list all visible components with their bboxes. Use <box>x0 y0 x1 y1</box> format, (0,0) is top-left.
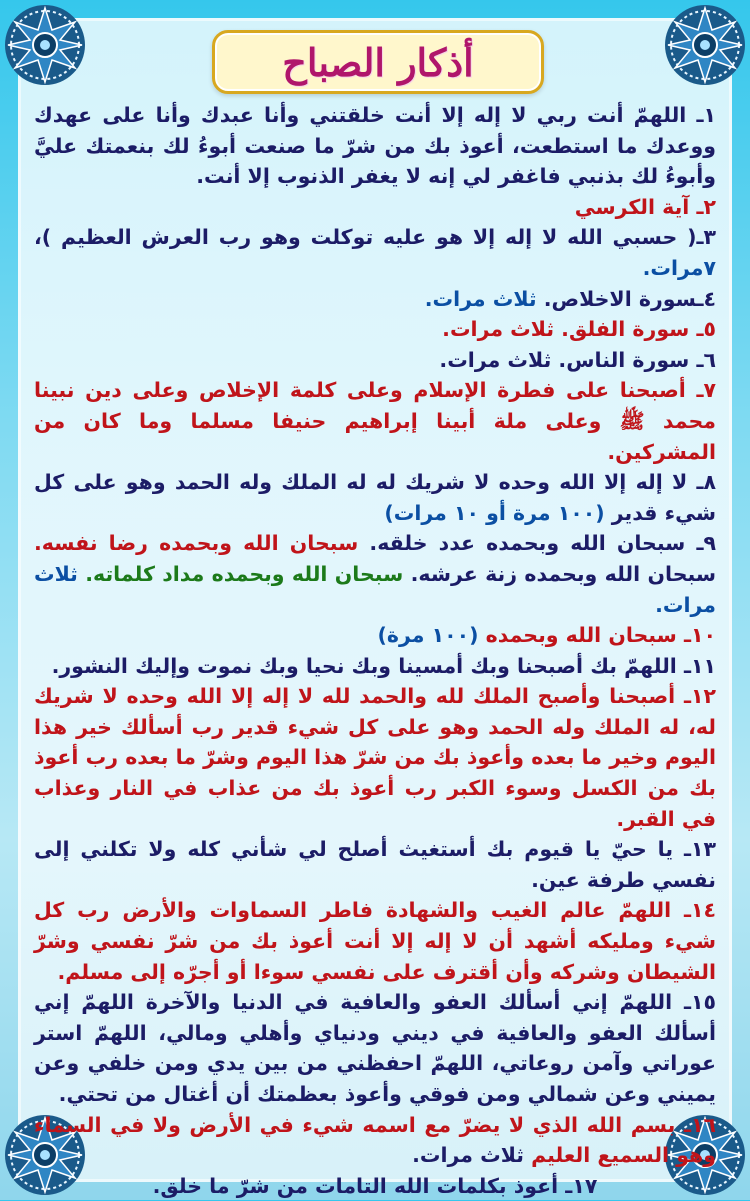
repeat-count: ثلاث مرات. <box>424 286 544 311</box>
repeat-count: ثلاث مرات. <box>34 561 716 617</box>
repeat-count: ٧مرات. <box>642 255 716 280</box>
page-title: أذكار الصباح <box>282 39 474 85</box>
dhikr-item-12: ١٢ـ أصبحنا وأصبح الملك لله والحمد لله لا إله إلا الله وحده لا شريك له، له الملك وله الحمد وهو على كل شيء قدير رب أسألك خير هذا اليوم وخير ما بعده وأعوذ بك من شرّ هذا اليوم وشرّ ما بعده رب أعوذ بك من الكسل وسوء الكبر رب أعوذ بك من عذاب في النار وعذاب في القبر. <box>34 684 716 831</box>
dhikr-item-4: ٤ـسورة الاخلاص. ثلاث مرات. <box>424 286 716 311</box>
dhikr-item-5: ٥ـ سورة الفلق. ثلاث مرات. <box>442 317 716 342</box>
dhikr-list <box>34 100 717 1198</box>
dhikr-item-2: ٢ـ آية الكرسي <box>574 194 716 219</box>
dhikr-item-6: ٦ـ سورة الناس. ثلاث مرات. <box>439 347 716 372</box>
ornament-icon <box>0 0 90 90</box>
dhikr-item-10: ١٠ـ سبحان الله وبحمده (١٠٠ مرة) <box>377 623 716 648</box>
repeat-count: (١٠٠ مرة) <box>377 623 486 648</box>
dhikr-item-17: ١٧ـ أعوذ بكلمات الله التامات من شرّ ما خلق. <box>152 1173 598 1198</box>
dhikr-item-3: ٣ـ( حسبي الله لا إله إلا هو عليه توكلت وهو رب العرش العظيم )، ٧مرات. <box>34 225 716 280</box>
dhikr-item-8: ٨ـ لا إله إلا الله وحده لا شريك له له الملك وله الحمد وهو على كل شيء قدير (١٠٠ مرة أو ١٠ مرات) <box>34 470 716 525</box>
repeat-count: (١٠٠ مرة أو ١٠ مرات) <box>384 500 612 525</box>
repeat-count: ثلاث مرات. <box>412 1143 532 1168</box>
repeat-count: ثلاث مرات. <box>439 347 559 372</box>
dhikr-item-15: ١٥ـ اللهمّ إني أسألك العفو والعافية في الدنيا والآخرة اللهمّ إني أسألك العفو والعافية في ديني ودنياي وأهلي ومالي، اللهمّ استر عوراتي وآمن روعاتي، اللهمّ احفظني من بين يدي ومن خلفي وعن يميني وعن شمالي ومن فوقي وأعوذ بعظمتك أن أغتال من تحتي. <box>34 990 716 1106</box>
dhikr-item-11: ١١ـ اللهمّ بك أصبحنا وبك أمسينا وبك نحيا وبك نموت وإليك النشور. <box>51 653 716 678</box>
dhikr-item-1: ١ـ اللهمّ أنت ربي لا إله إلا أنت خلقتني وأنا عبدك وأنا على عهدك ووعدك ما استطعت، أعوذ بك من شرّ ما صنعت أبوءُ لك بنعمتك عليَّ وأبوءُ لك بذنبي فاغفر لي إنه لا يغفر الذنوب إلا أنت. <box>34 103 716 189</box>
title-banner <box>212 30 544 94</box>
dhikr-item-14: ١٤ـ اللهمّ عالم الغيب والشهادة فاطر السماوات والأرض رب كل شيء ومليكه أشهد أن لا إله إلا أنت أعوذ بك من شرّ نفسي وشرّ الشيطان وشركه وأن أقترف على نفسي سوءا أو أجرّه إلى مسلم. <box>34 898 716 984</box>
dhikr-item-16: ١٦ـ بسم الله الذي لا يضرّ مع اسمه شيء في الأرض ولا في السماء وهو السميع العليم ثلاث مرات. <box>34 1112 716 1168</box>
dhikr-item-13: ١٣ـ يا حيّ يا قيوم بك أستغيث أصلح لي شأني كله ولا تكلني إلى نفسي طرفة عين. <box>34 837 716 892</box>
ornament-icon <box>660 0 750 90</box>
dhikr-item-9: ٩ـ سبحان الله وبحمده عدد خلقه. سبحان الله وبحمده رضا نفسه. سبحان الله وبحمده زنة عرشه. سبحان الله وبحمده مداد كلماته. ثلاث مرات. <box>34 531 717 617</box>
repeat-count: ثلاث مرات. <box>442 317 562 342</box>
dhikr-item-7: ٧ـ أصبحنا على فطرة الإسلام وعلى كلمة الإخلاص وعلى دين نبينا محمد ﷺ وعلى ملة أبينا إبراهيم حنيفا مسلما وما كان من المشركين. <box>34 378 716 464</box>
